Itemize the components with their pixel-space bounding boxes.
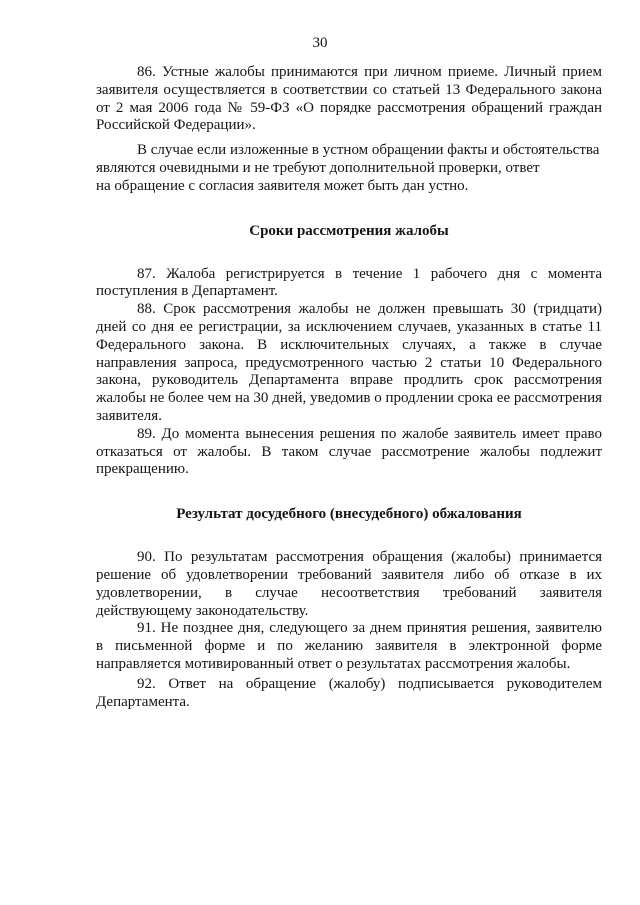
paragraph-88: 88. Срок рассмотрения жалобы не должен превышать 30 (тридцати) дней со дня ее регистрации, за исключением случаев, указанных в статье 11 Федерального закона. В исключительных случаях, а также в случае направления запроса, предусмотренного частью 2 статьи 10 Федерального закона, руководитель Департамента вправе продлить срок рассмотрения жалобы не более чем на 30 дней, уведомив о продлении срока ее рассмотрения заявителя. <box>96 301 602 424</box>
paragraph-91: 91. Не позднее дня, следующего за днем принятия решения, заявителю в письменной форме и по желанию заявителя в электронной форме направляется мотивированный ответ о результатах рассмотрения жалобы. <box>96 620 602 672</box>
paragraph-86-continuation-line-2: на обращение с согласия заявителя может быть дан устно. <box>96 177 469 194</box>
page-number: 30 <box>312 35 328 51</box>
paragraph-89: 89. До момента вынесения решения по жалобе заявитель имеет право отказаться от жалобы. В таком случае рассмотрение жалобы подлежит прекращению. <box>96 425 602 478</box>
section-heading-appeal-result: Результат досудебного (внесудебного) обжалования <box>176 506 522 523</box>
paragraph-86-continuation <box>96 142 602 195</box>
paragraph-92: 92. Ответ на обращение (жалобу) подписывается руководителем Департамента. <box>96 675 602 710</box>
paragraph-90: 90. По результатам рассмотрения обращения (жалобы) принимается решение об удовлетворении требований заявителя либо об отказе в их удовлетворении, в случае несоответствия требований заявителя действующему законодательству. <box>96 549 602 619</box>
paragraph-86-continuation-line-1: В случае если изложенные в устном обращении факты и обстоятельства являются очевидными и не требуют дополнительной проверки, ответ <box>96 142 600 176</box>
paragraph-86: 86. Устные жалобы принимаются при личном приеме. Личный прием заявителя осуществляется в соответствии со статьей 13 Федерального закона от 2 мая 2006 года № 59-ФЗ «О порядке рассмотрения обращений граждан Российской Федерации». <box>96 64 602 134</box>
document-body <box>96 64 602 711</box>
paragraph-87: 87. Жалоба регистрируется в течение 1 рабочего дня с момента поступления в Департамент. <box>96 265 602 300</box>
section-heading-review-terms: Сроки рассмотрения жалобы <box>249 222 449 239</box>
